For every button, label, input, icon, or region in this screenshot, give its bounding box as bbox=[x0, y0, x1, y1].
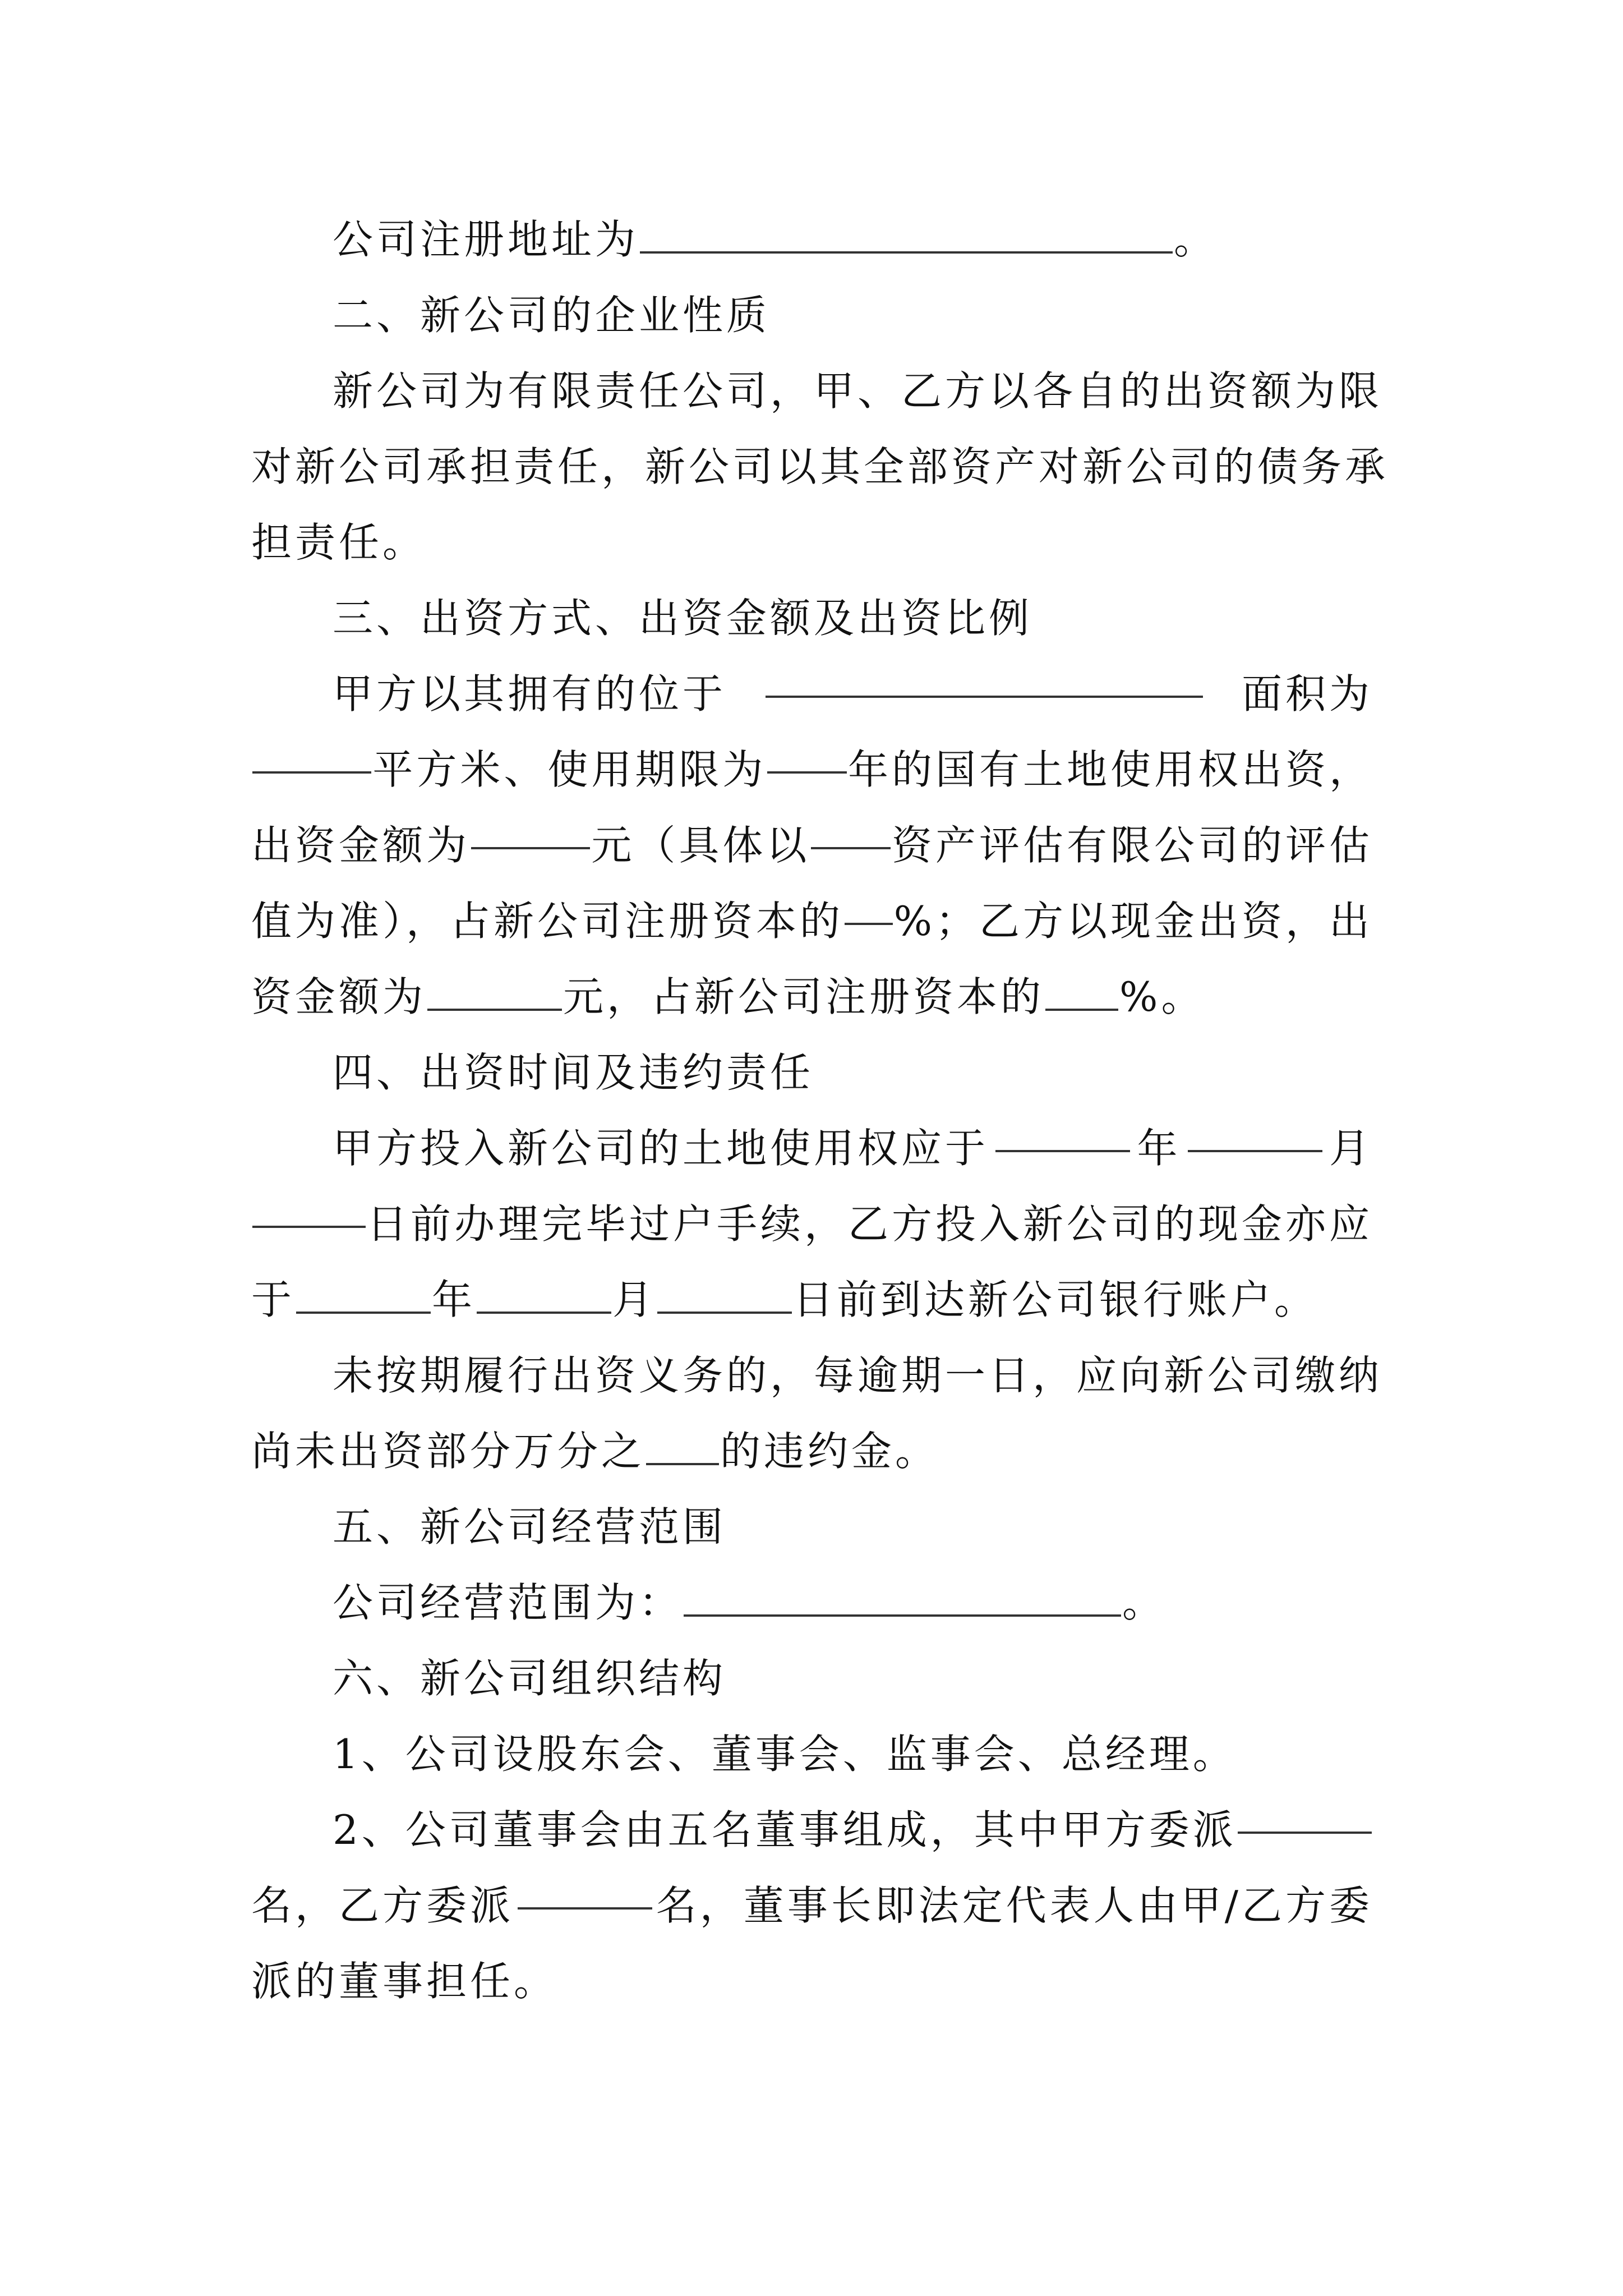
text: 的违约金。 bbox=[720, 1428, 939, 1475]
blank-year-b[interactable] bbox=[296, 1272, 431, 1314]
text: 月 bbox=[1329, 1125, 1373, 1172]
blank-ratio-b[interactable] bbox=[1045, 969, 1118, 1011]
paragraph-capital-amount bbox=[251, 808, 1373, 884]
paragraph-registered-address bbox=[251, 202, 1373, 278]
paragraph-land-location bbox=[251, 656, 1373, 732]
paragraph-land-area bbox=[251, 732, 1373, 808]
paragraph-text bbox=[251, 429, 1389, 505]
text: %；乙方以现金出资，出 bbox=[893, 898, 1373, 945]
text: 甲方以其拥有的位于 bbox=[333, 670, 727, 717]
section-heading-3: 三、出资方式、出资金额及出资比例 bbox=[333, 595, 1033, 642]
text: 尚未出资部分万分之 bbox=[251, 1428, 645, 1475]
blank-land-area[interactable] bbox=[252, 732, 371, 774]
text: 。 bbox=[1122, 1579, 1166, 1626]
text: 公司经营范围为： bbox=[333, 1579, 683, 1626]
paragraph-item-1: 1、公司设股东会、董事会、监事会、总经理。 bbox=[333, 1731, 1237, 1778]
blank-month-b[interactable] bbox=[477, 1272, 611, 1314]
text: 。 bbox=[1174, 216, 1218, 263]
blank-year-a[interactable] bbox=[995, 1111, 1130, 1152]
blank-day-b[interactable] bbox=[657, 1272, 792, 1314]
text: 年的国有土地使用权出资， bbox=[847, 746, 1373, 793]
text: 月 bbox=[612, 1276, 657, 1323]
paragraph-penalty bbox=[251, 1338, 1383, 1414]
text: 年 bbox=[1137, 1125, 1181, 1172]
paragraph-penalty-cont bbox=[251, 1414, 1373, 1489]
blank-appraisal-company[interactable] bbox=[811, 808, 891, 849]
blank-day-a[interactable] bbox=[252, 1186, 366, 1228]
text: 面积为 bbox=[1241, 670, 1373, 717]
section-heading-6: 六、新公司组织结构 bbox=[333, 1655, 727, 1702]
blank-capital-amount-a[interactable] bbox=[471, 808, 590, 849]
blank-directors-b[interactable] bbox=[518, 1868, 652, 1910]
blank-land-location[interactable] bbox=[766, 656, 1203, 698]
paragraph-cash-date bbox=[251, 1262, 1373, 1338]
text: 年 bbox=[432, 1276, 476, 1323]
text: 日前办理完毕过户手续，乙方投入新公司的现金亦应 bbox=[366, 1200, 1373, 1248]
text: 对新公司承担责任，新公司以其全部资产对新公司的债务承 bbox=[251, 443, 1389, 490]
text: 甲方投入新公司的土地使用权应于 bbox=[333, 1125, 989, 1172]
text: 于 bbox=[251, 1276, 296, 1323]
blank-ratio-a[interactable] bbox=[845, 884, 893, 925]
text: 2、公司董事会由五名董事组成，其中甲方委派 bbox=[333, 1806, 1237, 1853]
blank-capital-amount-b[interactable] bbox=[427, 969, 562, 1011]
blank-month-a[interactable] bbox=[1188, 1111, 1322, 1152]
paragraph-business-scope bbox=[251, 1565, 1373, 1641]
paragraph-text: 担责任。 bbox=[251, 519, 427, 566]
blank-use-term[interactable] bbox=[767, 732, 847, 774]
paragraph-text bbox=[251, 353, 1383, 429]
paragraph-capital-ratio bbox=[251, 884, 1373, 959]
section-heading-4: 四、出资时间及违约责任 bbox=[333, 1049, 814, 1096]
paragraph-item-2-end: 派的董事担任。 bbox=[251, 1958, 558, 2005]
paragraph-item-2 bbox=[251, 1792, 1373, 1868]
text: 元（具体以 bbox=[591, 822, 810, 869]
text: 值为准），占新公司注册资本的 bbox=[251, 898, 844, 945]
text: 日前到达新公司银行账户。 bbox=[793, 1276, 1318, 1323]
text: 公司注册地址为 bbox=[333, 216, 639, 263]
text: 资金额为 bbox=[251, 973, 427, 1020]
text: 未按期履行出资义务的，每逾期一日，应向新公司缴纳 bbox=[333, 1352, 1383, 1399]
text: 出资金额为 bbox=[251, 822, 471, 869]
paragraph-transfer-date bbox=[251, 1111, 1373, 1186]
document-body bbox=[251, 202, 1389, 2019]
text: 元，占新公司注册资本的 bbox=[563, 973, 1045, 1020]
text: %。 bbox=[1119, 973, 1205, 1020]
paragraph-transfer-cont bbox=[251, 1186, 1373, 1262]
text: 新公司为有限责任公司，甲、乙方以各自的出资额为限 bbox=[333, 367, 1383, 415]
section-heading-2: 二、新公司的企业性质 bbox=[333, 292, 771, 339]
text: 名，乙方委派 bbox=[251, 1882, 514, 1929]
paragraph-item-2-cont bbox=[251, 1868, 1373, 1944]
text: 名，董事长即法定代表人由甲/乙方委 bbox=[656, 1882, 1373, 1929]
blank-directors-a[interactable] bbox=[1238, 1792, 1372, 1834]
blank-penalty-rate[interactable] bbox=[646, 1424, 719, 1465]
text: 资产评估有限公司的评估 bbox=[891, 822, 1373, 869]
paragraph-capital-b bbox=[251, 959, 1373, 1035]
section-heading-5: 五、新公司经营范围 bbox=[333, 1503, 727, 1550]
blank-business-scope[interactable] bbox=[684, 1575, 1121, 1617]
text: 平方米、使用期限为 bbox=[372, 746, 767, 793]
blank-registered-address[interactable] bbox=[640, 212, 1173, 254]
